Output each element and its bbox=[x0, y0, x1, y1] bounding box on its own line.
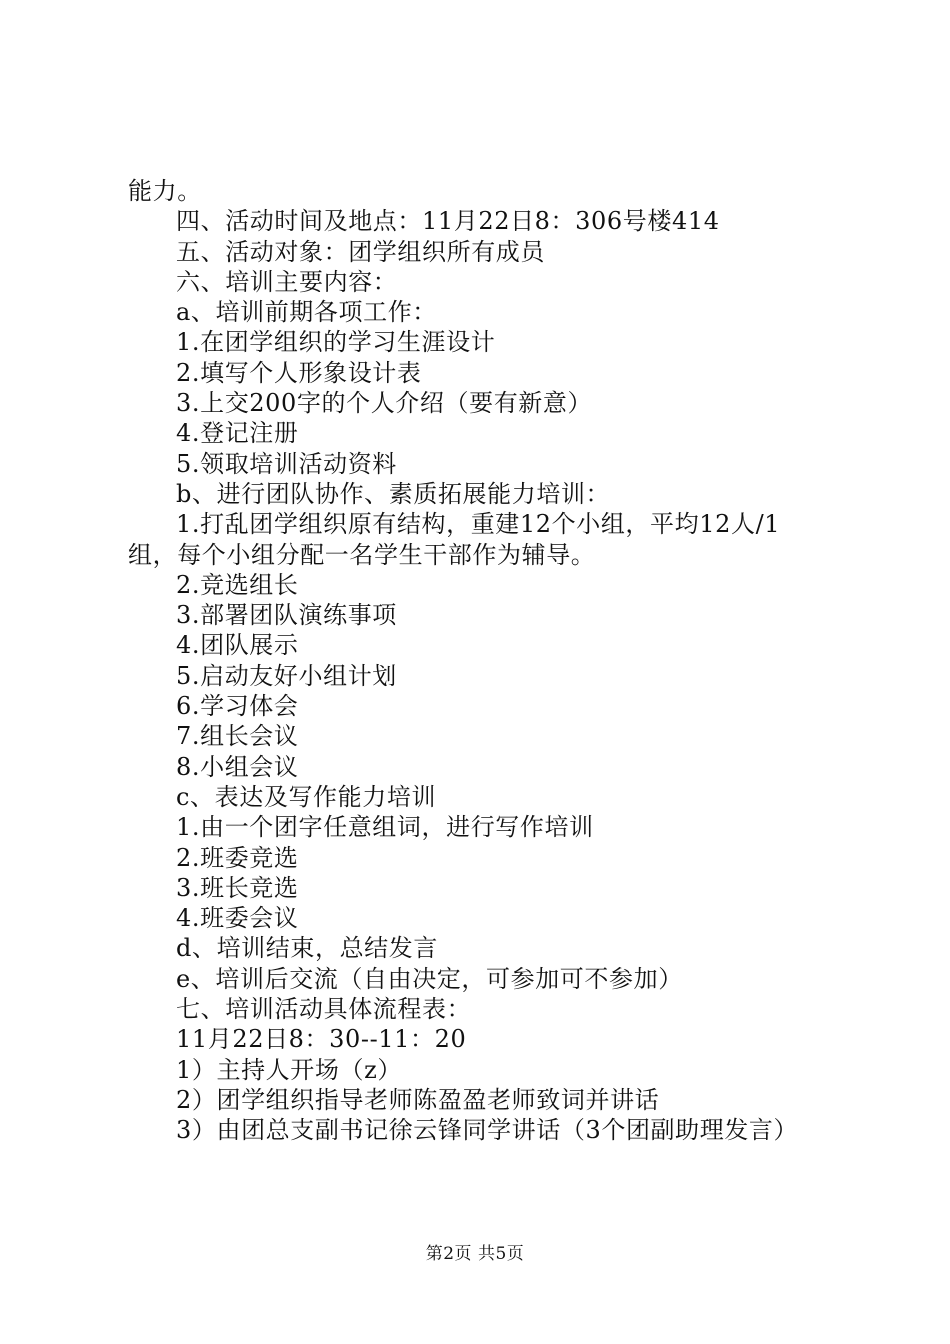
section-heading: 六、培训主要内容： bbox=[176, 267, 398, 296]
schedule-item: 2）团学组织指导老师陈盈盈老师致词并讲话 bbox=[176, 1085, 660, 1114]
list-item: 3.班长竞选 bbox=[176, 873, 299, 902]
list-item: 2.班委竞选 bbox=[176, 843, 299, 872]
list-item: 1.在团学组织的学习生涯设计 bbox=[176, 328, 496, 357]
list-item: 5.启动友好小组计划 bbox=[176, 661, 397, 690]
list-item: 3.上交200字的个人介绍（要有新意） bbox=[176, 389, 593, 418]
list-item: 2.填写个人形象设计表 bbox=[176, 358, 422, 387]
list-item: 1.由一个团字任意组词，进行写作培训 bbox=[176, 813, 594, 842]
list-item: 1.打乱团学组织原有结构，重建12个小组，平均12人/1 bbox=[176, 510, 781, 539]
document-body bbox=[128, 176, 840, 1146]
list-item-continuation: 组，每个小组分配一名学生干部作为辅导。 bbox=[128, 540, 596, 569]
subsection-heading: c、表达及写作能力培训 bbox=[176, 782, 437, 811]
list-item: 4.登记注册 bbox=[176, 419, 299, 448]
list-item: 8.小组会议 bbox=[176, 752, 299, 781]
page-number-footer: 第2页 共5页 bbox=[425, 1244, 525, 1264]
list-item: 7.组长会议 bbox=[176, 722, 299, 751]
section-heading: 七、培训活动具体流程表： bbox=[176, 995, 472, 1024]
subsection-heading: b、进行团队协作、素质拓展能力培训： bbox=[176, 479, 611, 508]
subsection-heading: d、培训结束，总结发言 bbox=[176, 934, 438, 963]
text-line: 能力。 bbox=[128, 177, 202, 205]
list-item: 6.学习体会 bbox=[176, 692, 299, 721]
schedule-item: 3）由团总支副书记徐云锋同学讲话（3个团副助理发言） bbox=[176, 1116, 799, 1145]
subsection-heading: e、培训后交流（自由决定，可参加可不参加） bbox=[176, 964, 683, 993]
section-heading: 五、活动对象：团学组织所有成员 bbox=[176, 237, 545, 266]
list-item: 4.团队展示 bbox=[176, 631, 299, 660]
schedule-item: 1）主持人开场（z） bbox=[176, 1055, 402, 1084]
section-heading: 四、活动时间及地点：11月22日8：306号楼414 bbox=[176, 207, 720, 236]
subsection-heading: a、培训前期各项工作： bbox=[176, 298, 437, 327]
list-item: 2.竞选组长 bbox=[176, 570, 299, 599]
schedule-time: 11月22日8：30--11：20 bbox=[176, 1025, 467, 1054]
list-item: 4.班委会议 bbox=[176, 904, 299, 933]
list-item: 5.领取培训活动资料 bbox=[176, 449, 397, 478]
list-item: 3.部署团队演练事项 bbox=[176, 601, 397, 630]
